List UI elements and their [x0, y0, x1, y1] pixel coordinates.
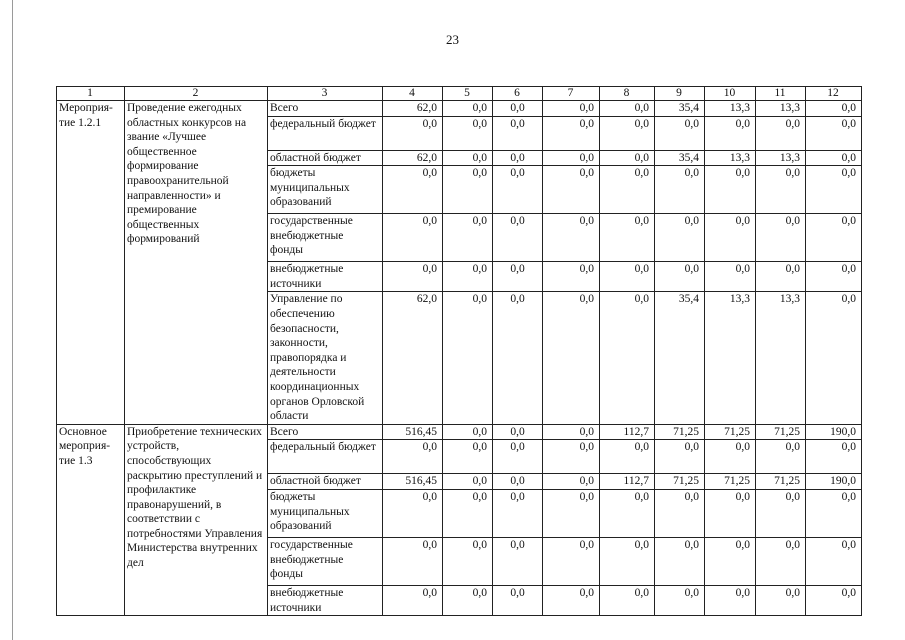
amount-cell: 71,25 [705, 424, 756, 440]
column-header: 5 [443, 87, 493, 101]
amount-cell: 13,3 [756, 101, 806, 117]
amount-cell: 0,0 [543, 489, 600, 537]
amount-cell: 112,7 [600, 424, 655, 440]
amount-cell: 13,3 [756, 150, 806, 166]
amount-cell: 0,0 [383, 537, 443, 585]
activity-title: Приобретение технических устройств, способствующих раскрытию преступлений и профилактике правонарушений, в соответствии с потребностями Управления Министерства внутренних дел [125, 424, 268, 615]
amount-cell: 0,0 [655, 489, 705, 537]
amount-cell: 0,0 [806, 116, 862, 150]
amount-cell: 0,0 [443, 585, 493, 615]
funding-source: Всего [268, 101, 383, 117]
amount-cell: 0,0 [806, 101, 862, 117]
amount-cell: 0,0 [543, 474, 600, 490]
amount-cell: 0,0 [806, 440, 862, 474]
amount-cell: 0,0 [806, 292, 862, 424]
funding-source: федеральный бюджет [268, 116, 383, 150]
amount-cell: 0,0 [655, 537, 705, 585]
amount-cell: 0,0 [383, 440, 443, 474]
amount-cell: 0,0 [806, 150, 862, 166]
amount-cell: 71,25 [756, 424, 806, 440]
amount-cell: 62,0 [383, 101, 443, 117]
amount-cell: 0,0 [383, 214, 443, 262]
amount-cell: 516,45 [383, 424, 443, 440]
amount-cell: 0,0 [600, 166, 655, 214]
amount-cell: 0,0 [705, 537, 756, 585]
activity-code: Мероприя-тие 1.2.1 [57, 101, 125, 425]
amount-cell: 0,0 [806, 262, 862, 292]
amount-cell: 0,0 [655, 214, 705, 262]
column-header: 7 [543, 87, 600, 101]
amount-cell: 0,0 [493, 214, 543, 262]
column-header: 6 [493, 87, 543, 101]
amount-cell: 0,0 [443, 489, 493, 537]
amount-cell: 0,0 [756, 166, 806, 214]
amount-cell: 0,0 [655, 166, 705, 214]
column-header: 10 [705, 87, 756, 101]
amount-cell: 0,0 [493, 262, 543, 292]
amount-cell: 0,0 [655, 116, 705, 150]
amount-cell: 0,0 [600, 116, 655, 150]
amount-cell: 13,3 [705, 292, 756, 424]
amount-cell: 0,0 [543, 101, 600, 117]
scan-edge-line [12, 0, 13, 640]
amount-cell: 0,0 [443, 116, 493, 150]
amount-cell: 0,0 [705, 116, 756, 150]
column-header: 2 [125, 87, 268, 101]
funding-source: государственные внебюджетные фонды [268, 537, 383, 585]
funding-source: внебюджетные источники [268, 585, 383, 615]
funding-source: внебюджетные источники [268, 262, 383, 292]
amount-cell: 35,4 [655, 101, 705, 117]
amount-cell: 0,0 [543, 585, 600, 615]
amount-cell: 190,0 [806, 474, 862, 490]
amount-cell: 0,0 [543, 116, 600, 150]
amount-cell: 0,0 [806, 537, 862, 585]
column-header: 3 [268, 87, 383, 101]
amount-cell: 0,0 [493, 489, 543, 537]
amount-cell: 0,0 [543, 424, 600, 440]
funding-source: бюджеты муниципальных образований [268, 166, 383, 214]
amount-cell: 0,0 [655, 585, 705, 615]
amount-cell: 71,25 [756, 474, 806, 490]
funding-source: Всего [268, 424, 383, 440]
amount-cell: 0,0 [655, 440, 705, 474]
amount-cell: 0,0 [600, 214, 655, 262]
amount-cell: 0,0 [493, 166, 543, 214]
column-header: 1 [57, 87, 125, 101]
amount-cell: 0,0 [600, 262, 655, 292]
amount-cell: 112,7 [600, 474, 655, 490]
amount-cell: 0,0 [383, 585, 443, 615]
amount-cell: 0,0 [493, 474, 543, 490]
amount-cell: 13,3 [705, 101, 756, 117]
amount-cell: 0,0 [493, 150, 543, 166]
amount-cell: 0,0 [443, 262, 493, 292]
activity-title: Проведение ежегодных областных конкурсов на звание «Лучшее общественное формирование правоохранительной направленности» и премирование общественных формирований [125, 101, 268, 425]
amount-cell: 35,4 [655, 150, 705, 166]
amount-cell: 0,0 [543, 292, 600, 424]
amount-cell: 0,0 [806, 214, 862, 262]
activity-code: Основное мероприя-тие 1.3 [57, 424, 125, 615]
amount-cell: 0,0 [756, 214, 806, 262]
amount-cell: 0,0 [543, 214, 600, 262]
funding-source: федеральный бюджет [268, 440, 383, 474]
amount-cell: 0,0 [756, 440, 806, 474]
amount-cell: 0,0 [600, 489, 655, 537]
amount-cell: 0,0 [600, 292, 655, 424]
amount-cell: 0,0 [543, 262, 600, 292]
amount-cell: 0,0 [493, 101, 543, 117]
amount-cell: 516,45 [383, 474, 443, 490]
amount-cell: 71,25 [655, 474, 705, 490]
amount-cell: 13,3 [756, 292, 806, 424]
amount-cell: 0,0 [493, 116, 543, 150]
budget-table [56, 86, 862, 616]
column-header: 11 [756, 87, 806, 101]
amount-cell: 0,0 [493, 585, 543, 615]
funding-source: областной бюджет [268, 150, 383, 166]
amount-cell: 0,0 [705, 262, 756, 292]
amount-cell: 0,0 [493, 440, 543, 474]
amount-cell: 62,0 [383, 150, 443, 166]
amount-cell: 0,0 [443, 166, 493, 214]
column-header: 9 [655, 87, 705, 101]
amount-cell: 0,0 [806, 585, 862, 615]
table-row [57, 101, 862, 117]
amount-cell: 0,0 [705, 585, 756, 615]
amount-cell: 0,0 [600, 101, 655, 117]
amount-cell: 0,0 [543, 166, 600, 214]
amount-cell: 0,0 [493, 424, 543, 440]
amount-cell: 0,0 [756, 537, 806, 585]
amount-cell: 0,0 [443, 440, 493, 474]
amount-cell: 0,0 [600, 150, 655, 166]
amount-cell: 0,0 [443, 424, 493, 440]
column-header: 8 [600, 87, 655, 101]
amount-cell: 13,3 [705, 150, 756, 166]
amount-cell: 0,0 [600, 585, 655, 615]
page-number: 23 [446, 32, 459, 47]
amount-cell: 0,0 [443, 537, 493, 585]
amount-cell: 0,0 [756, 116, 806, 150]
amount-cell: 0,0 [543, 537, 600, 585]
amount-cell: 0,0 [493, 292, 543, 424]
amount-cell: 71,25 [705, 474, 756, 490]
column-header: 4 [383, 87, 443, 101]
amount-cell: 0,0 [543, 150, 600, 166]
amount-cell: 0,0 [705, 440, 756, 474]
amount-cell: 0,0 [383, 489, 443, 537]
funding-source: бюджеты муниципальных образований [268, 489, 383, 537]
amount-cell: 0,0 [806, 489, 862, 537]
table-row [57, 424, 862, 440]
amount-cell: 0,0 [383, 166, 443, 214]
funding-source: государственные внебюджетные фонды [268, 214, 383, 262]
amount-cell: 0,0 [655, 262, 705, 292]
amount-cell: 0,0 [705, 489, 756, 537]
amount-cell: 0,0 [806, 166, 862, 214]
amount-cell: 0,0 [756, 262, 806, 292]
amount-cell: 0,0 [705, 214, 756, 262]
amount-cell: 0,0 [443, 214, 493, 262]
amount-cell: 0,0 [443, 101, 493, 117]
amount-cell: 0,0 [493, 537, 543, 585]
amount-cell: 190,0 [806, 424, 862, 440]
amount-cell: 0,0 [383, 262, 443, 292]
amount-cell: 35,4 [655, 292, 705, 424]
amount-cell: 0,0 [756, 585, 806, 615]
table-body [57, 87, 862, 616]
amount-cell: 0,0 [383, 116, 443, 150]
funding-source: областной бюджет [268, 474, 383, 490]
column-header: 12 [806, 87, 862, 101]
amount-cell: 0,0 [443, 150, 493, 166]
amount-cell: 71,25 [655, 424, 705, 440]
header-row [57, 87, 862, 101]
amount-cell: 0,0 [600, 440, 655, 474]
amount-cell: 0,0 [705, 166, 756, 214]
amount-cell: 0,0 [443, 474, 493, 490]
funding-source: Управление по обеспечению безопасности, законности, правопорядка и деятельности координационных органов Орловской области [268, 292, 383, 424]
amount-cell: 0,0 [443, 292, 493, 424]
amount-cell: 0,0 [600, 537, 655, 585]
amount-cell: 62,0 [383, 292, 443, 424]
amount-cell: 0,0 [543, 440, 600, 474]
amount-cell: 0,0 [756, 489, 806, 537]
